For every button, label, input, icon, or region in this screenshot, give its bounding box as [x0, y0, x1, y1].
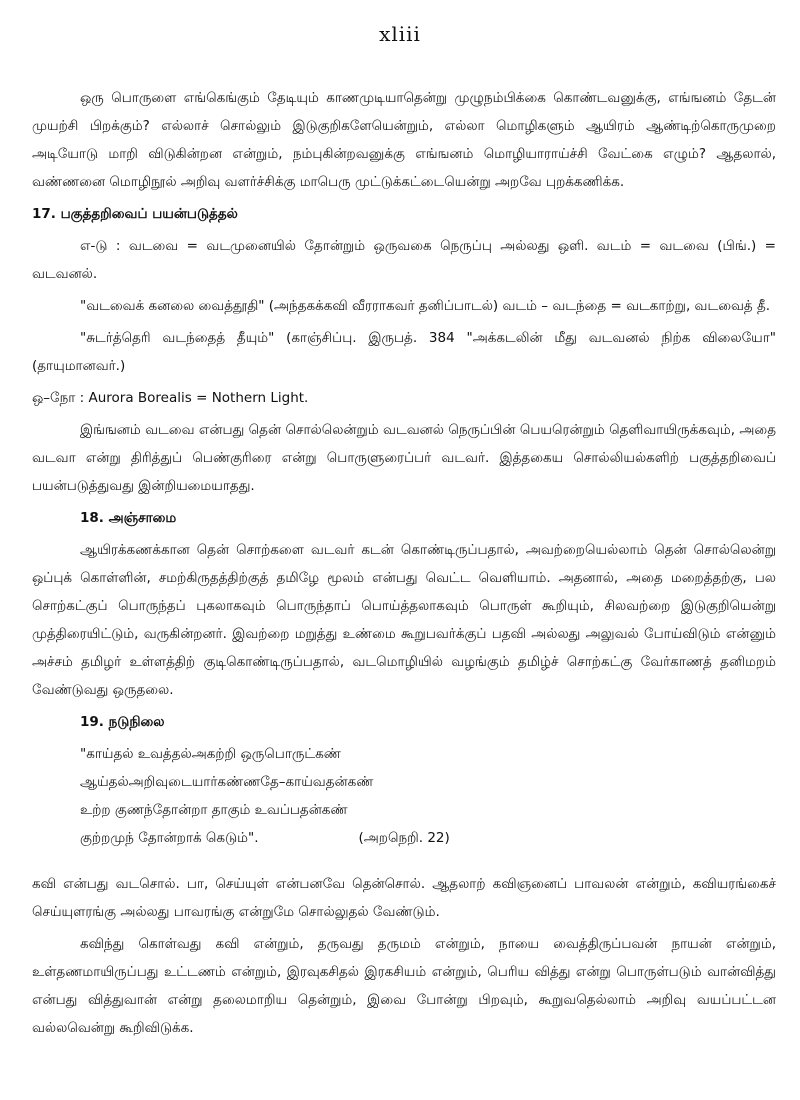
- page-body: [32, 84, 776, 1046]
- section-17-example-3: "சுடர்த்தெரி வடந்தைத் தீயும்" (காஞ்சிப்பு. இருபத். 384 "அக்கடலின் மீது வடவனல் நிற்க விலையோ" (தாயுமானவர்.): [32, 330, 776, 374]
- verse-line-4-text: குற்றமுந் தோன்றாக் கெடும்".: [80, 830, 259, 846]
- verse-line-1: "காய்தல் உவத்தல்அகற்றி ஒருபொருட்கண்: [80, 746, 341, 762]
- verse-line-4: [80, 824, 776, 852]
- section-17-paragraph: இங்ஙனம் வடவை என்பது தென் சொல்லென்றும் வடவனல் நெருப்பின் பெயரென்றும் தெளிவாயிருக்கவும், அதை வடவா என்று திரித்துப் பெண்குரிரை என்று பொருளுரைப்பர் வடவர். இத்தகைய சொல்லியல்களிற் பகுத்தறிவைப் பயன்படுத்துவது இன்றியமையாதது.: [32, 422, 776, 494]
- section-17-comparison: ஒ–நோ : Aurora Borealis = Nothern Light.: [32, 390, 309, 406]
- spacer: [32, 852, 776, 870]
- section-19-paragraph-2: கவிந்து கொள்வது கவி என்றும், தருவது தருமம் என்றும், நாயை வைத்திருப்பவன் நாயன் என்றும், உள்தணமாயிருப்பது உட்டணம் என்றும், இரவுகசிதல் இரகசியம் என்றும், பெரிய வித்து என்று பொருள்படும் வான்வித்து என்பது வித்துவான் என்று தலைமாறிய தென்றும், இவை போன்று பிறவும், கூறுவதெல்லாம் அறிவு வயப்பட்டன வல்லவென்று கூறிவிடுக்க.: [32, 936, 776, 1036]
- section-18-paragraph: ஆயிரக்கணக்கான தென் சொற்களை வடவர் கடன் கொண்டிருப்பதால், அவற்றையெல்லாம் தென் சொல்லென்று ஒப்புக் கொள்ளின், சமற்கிருதத்திற்குத் தமிழே மூலம் என்பது வெட்ட வெளியாம். அதனால், அதை மறைத்தற்கு, பல சொற்கட்குப் பொருந்தப் புகலாகவும் பொருந்தாப் பொய்த்தலாகவும் பொருள் கூறியும், சிலவற்றை இடுகுறியென்று முத்திரையிட்டும், வருகின்றனர். இவற்றை மறுத்து உண்மை கூறுபவர்க்குப் பதவி அல்லது அலுவல் போய்விடும் என்னும் அச்சம் தமிழர் உள்ளத்திற் குடிகொண்டிருப்பதால், வடமொழியில் வழங்கும் தமிழ்ச் சொற்கட்கு வேர்காணத் தனிமறம் வேண்டுவது ஒருதலை.: [32, 542, 776, 698]
- section-19-heading: 19. நடுநிலை: [80, 714, 165, 730]
- section-18-heading: 18. அஞ்சாமை: [80, 510, 177, 526]
- section-17-heading: 17. பகுத்தறிவைப் பயன்படுத்தல்: [32, 206, 238, 222]
- verse-line-3: உற்ற குணந்தோன்றா தாகும் உவப்பதன்கண்: [80, 802, 348, 818]
- section-17-example-1: எ-டு : வடவை = வடமுனையில் தோன்றும் ஒருவகை நெருப்பு அல்லது ஒளி. வடம் = வடவை (பிங்.) = வடவனல்.: [32, 238, 776, 282]
- section-19-paragraph-1: கவி என்பது வடசொல். பா, செய்யுள் என்பனவே தென்சொல். ஆதலாற் கவிஞனைப் பாவலன் என்றும், கவியரங்கைச் செய்யுளரங்கு அல்லது பாவரங்கு என்றுமே சொல்லுதல் வேண்டும்.: [32, 876, 776, 920]
- verse-line-2: ஆய்தல்அறிவுடையார்கண்ணதே–காய்வதன்கண்: [80, 774, 374, 790]
- page-number: xliii: [379, 22, 421, 46]
- section-17-example-2: "வடவைக் கனலை வைத்தூதி" (அந்தகக்கவி வீரராகவர் தனிப்பாடல்) வடம் – வடந்தை = வடகாற்று, வடவைத் தீ.: [80, 298, 771, 314]
- opening-paragraph: ஒரு பொருளை எங்கெங்கும் தேடியும் காணமுடியாதென்று முழுநம்பிக்கை கொண்டவனுக்கு, எங்ஙனம் தேடன் முயற்சி பிறக்கும்? எல்லாச் சொல்லும் இடுகுறிகளேயென்றும், எல்லா மொழிகளும் ஆயிரம் ஆண்டிற்கொருமுறை அடியோடு மாறி விடுகின்றன என்றும், நம்புகின்றவனுக்கு எங்ஙனம் மொழியாராய்ச்சி வேட்கை எழும்? ஆதலால், வண்ணனை மொழிநூல் அறிவு வளர்ச்சிக்கு மாபெரு முட்டுக்கட்டையென்று அறவே புறக்கணிக்க.: [32, 90, 776, 190]
- verse-reference: (அறநெறி. 22): [358, 830, 450, 846]
- verse-block: [80, 740, 776, 852]
